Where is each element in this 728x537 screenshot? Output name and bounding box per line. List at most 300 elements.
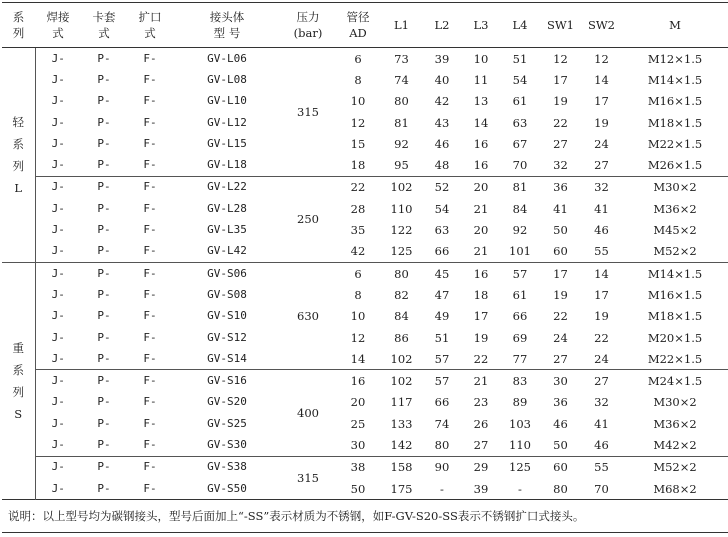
cell-l4: 61 — [512, 287, 528, 302]
cell-l3: 20 — [462, 176, 500, 198]
cell-type-p: P- — [97, 330, 111, 344]
cell-type-f: F- — [143, 158, 157, 172]
series-label-char: 列 — [12, 385, 24, 400]
cell-type-w: J- — [51, 158, 65, 172]
cell-sw2: 14 — [594, 72, 609, 87]
table-row — [2, 478, 728, 500]
cell-sw2: 27 — [581, 370, 622, 392]
cell-l4: 125 — [500, 456, 540, 478]
cell-l4: 61 — [512, 94, 528, 109]
cell-type-w: J- — [51, 72, 65, 86]
cell-model: GV-S08 — [207, 287, 247, 301]
table-row — [2, 348, 728, 370]
cell-type-w: J- — [51, 223, 65, 237]
cell-l4: 57 — [500, 262, 540, 284]
cell-l3: 39 — [473, 481, 489, 496]
series-label — [2, 48, 35, 263]
cell-m: M22×1.5 — [647, 351, 703, 366]
cell-l2: 49 — [434, 309, 450, 324]
cell-ad: 12 — [350, 115, 366, 130]
cell-l1: 110 — [390, 201, 413, 216]
cell-sw1: 24 — [553, 330, 568, 345]
series-label-char: 系 — [12, 136, 24, 151]
cell-m: M18×1.5 — [647, 115, 703, 130]
cell-l3: 26 — [473, 416, 489, 431]
cell-l3: 22 — [473, 351, 489, 366]
cell-model: GV-S30 — [207, 437, 247, 451]
cell-ad: 8 — [354, 72, 362, 87]
cell-l2: 57 — [422, 370, 462, 392]
cell-m: M52×2 — [653, 244, 697, 259]
cell-l4: 101 — [509, 244, 531, 259]
cell-l2: 43 — [434, 115, 450, 130]
table-row — [2, 284, 728, 305]
table-row — [2, 69, 728, 90]
cell-sw2: 41 — [594, 201, 609, 216]
header-m: M — [622, 3, 728, 48]
cell-sw1: 27 — [553, 136, 568, 151]
cell-l4: 81 — [500, 176, 540, 198]
cell-sw1: 27 — [553, 351, 568, 366]
cell-type-w: J- — [35, 370, 81, 392]
header-l3: L3 — [462, 3, 500, 48]
cell-sw1: 19 — [553, 287, 568, 302]
cell-model: GV-S06 — [173, 262, 281, 284]
cell-ad: 38 — [335, 456, 381, 478]
cell-sw2: 46 — [594, 437, 609, 452]
cell-l2: 66 — [434, 395, 450, 410]
cell-model: GV-S14 — [207, 351, 247, 365]
cell-l3: 23 — [473, 395, 489, 410]
cell-l2: 42 — [434, 94, 450, 109]
cell-l2: 46 — [434, 136, 450, 151]
cell-ad: 42 — [350, 244, 366, 259]
cell-m: M36×2 — [653, 201, 697, 216]
cell-ad: 18 — [350, 158, 366, 173]
cell-l2: - — [440, 481, 444, 496]
table-row — [2, 456, 728, 478]
cell-sw2: 12 — [581, 48, 622, 70]
cell-ad: 28 — [350, 201, 366, 216]
cell-l3: 27 — [473, 437, 489, 452]
cell-m: M68×2 — [653, 481, 697, 496]
cell-model: GV-L42 — [207, 244, 247, 258]
header-l2: L2 — [422, 3, 462, 48]
cell-sw2: 17 — [594, 94, 609, 109]
cell-m: M14×1.5 — [647, 72, 703, 87]
cell-type-w: J- — [51, 395, 65, 409]
cell-l1: 158 — [381, 456, 422, 478]
cell-model: GV-L10 — [207, 94, 247, 108]
header-flare: 扩口 式 — [127, 3, 173, 48]
cell-type-w: J- — [51, 309, 65, 323]
cell-type-p: P- — [97, 481, 111, 495]
cell-m: M24×1.5 — [622, 370, 728, 392]
cell-l4: 110 — [509, 437, 531, 452]
cell-l2: 45 — [422, 262, 462, 284]
cell-l3: 19 — [473, 330, 489, 345]
cell-type-w: J- — [51, 287, 65, 301]
cell-sw2: 19 — [594, 115, 609, 130]
cell-l3: 13 — [473, 94, 489, 109]
table-row — [2, 241, 728, 263]
cell-l2: 74 — [434, 416, 450, 431]
cell-l3: 16 — [462, 262, 500, 284]
cell-l2: 90 — [422, 456, 462, 478]
cell-ad: 15 — [350, 136, 366, 151]
cell-type-f: F- — [127, 48, 173, 70]
cell-l1: 86 — [394, 330, 409, 345]
cell-model: GV-S20 — [207, 395, 247, 409]
cell-l4: 66 — [512, 309, 528, 324]
cell-l1: 95 — [394, 158, 409, 173]
cell-l1: 125 — [390, 244, 413, 259]
cell-model: GV-L18 — [207, 158, 247, 172]
footnote: 说明：以上型号均为碳钢接头，型号后面加上“-SS”表示材质为不锈钢，如F-GV-S20-SS表示不锈钢扩口式接头。 — [2, 500, 728, 533]
table-row — [2, 133, 728, 154]
header-ad: 管径 AD — [335, 3, 381, 48]
cell-l3: 21 — [473, 244, 489, 259]
cell-type-p: P- — [97, 244, 111, 258]
cell-type-w: J- — [35, 176, 81, 198]
table-row — [2, 112, 728, 133]
cell-l2: 48 — [434, 158, 450, 173]
header-series: 系 列 — [2, 3, 35, 48]
cell-sw2: 24 — [594, 136, 609, 151]
cell-l1: 175 — [390, 481, 413, 496]
cell-sw1: 17 — [540, 262, 581, 284]
table-row — [2, 262, 728, 284]
cell-sw2: 19 — [594, 309, 609, 324]
cell-sw1: 17 — [553, 72, 568, 87]
cell-type-p: P- — [97, 437, 111, 451]
header-pressure: 压力 (bar) — [281, 3, 335, 48]
cell-model: GV-S10 — [207, 309, 247, 323]
header-l4: L4 — [500, 3, 540, 48]
cell-model: GV-L22 — [173, 176, 281, 198]
cell-l3: 21 — [462, 370, 500, 392]
cell-l2: 66 — [434, 244, 450, 259]
cell-sw2: 14 — [581, 262, 622, 284]
cell-l1: 80 — [394, 94, 409, 109]
cell-l2: 39 — [422, 48, 462, 70]
cell-l4: 89 — [512, 395, 528, 410]
cell-type-f: F- — [143, 136, 157, 150]
cell-model: GV-L06 — [173, 48, 281, 70]
cell-l4: 54 — [512, 72, 528, 87]
table-row — [2, 327, 728, 348]
cell-type-w: J- — [51, 416, 65, 430]
cell-l4: 70 — [512, 158, 528, 173]
cell-type-f: F- — [143, 244, 157, 258]
cell-ad: 20 — [350, 395, 366, 410]
cell-type-p: P- — [97, 351, 111, 365]
cell-sw2: 17 — [594, 287, 609, 302]
cell-ad: 6 — [335, 262, 381, 284]
table-row — [2, 176, 728, 198]
cell-ad: 6 — [335, 48, 381, 70]
cell-l4: 51 — [500, 48, 540, 70]
cell-m: M22×1.5 — [647, 136, 703, 151]
cell-sw2: 55 — [581, 456, 622, 478]
cell-type-f: F- — [127, 370, 173, 392]
cell-sw2: 41 — [594, 416, 609, 431]
cell-m: M36×2 — [653, 416, 697, 431]
cell-m: M14×1.5 — [622, 262, 728, 284]
cell-l2: 52 — [422, 176, 462, 198]
fitting-spec-table — [2, 2, 728, 533]
cell-type-f: F- — [143, 94, 157, 108]
header-sleeve: 卡套 式 — [81, 3, 127, 48]
cell-type-f: F- — [143, 287, 157, 301]
cell-l1: 74 — [394, 72, 409, 87]
cell-type-w: J- — [35, 48, 81, 70]
cell-type-w: J- — [51, 115, 65, 129]
cell-model: GV-L28 — [207, 201, 247, 215]
cell-type-f: F- — [143, 481, 157, 495]
cell-l3: 16 — [473, 136, 489, 151]
cell-type-f: F- — [127, 456, 173, 478]
cell-sw1: 60 — [540, 456, 581, 478]
cell-type-f: F- — [143, 309, 157, 323]
spec-table-container — [2, 2, 703, 533]
cell-l3: 21 — [473, 201, 489, 216]
cell-type-p: P- — [81, 262, 127, 284]
series-label-char: 重 — [12, 341, 24, 356]
cell-type-p: P- — [97, 72, 111, 86]
series-label — [2, 262, 35, 499]
cell-l4: 84 — [512, 201, 528, 216]
cell-l1: 81 — [394, 115, 409, 130]
cell-l4: 63 — [512, 115, 528, 130]
cell-sw1: 41 — [553, 201, 568, 216]
cell-type-p: P- — [81, 370, 127, 392]
cell-sw2: 32 — [594, 395, 609, 410]
cell-m: M52×2 — [622, 456, 728, 478]
header-sw2: SW2 — [581, 3, 622, 48]
table-row — [2, 198, 728, 219]
cell-sw2: 24 — [594, 351, 609, 366]
cell-sw1: 19 — [553, 94, 568, 109]
cell-sw1: 60 — [553, 244, 568, 259]
cell-l2: 80 — [434, 437, 450, 452]
cell-ad: 22 — [335, 176, 381, 198]
cell-sw2: 27 — [594, 158, 609, 173]
cell-type-w: J- — [51, 330, 65, 344]
cell-l4: 69 — [512, 330, 528, 345]
cell-ad: 14 — [350, 351, 366, 366]
cell-m: M16×1.5 — [647, 287, 703, 302]
cell-type-f: F- — [143, 330, 157, 344]
cell-type-w: J- — [51, 136, 65, 150]
cell-sw1: 22 — [553, 115, 568, 130]
cell-type-p: P- — [81, 456, 127, 478]
cell-sw1: 36 — [553, 395, 568, 410]
cell-type-w: J- — [51, 481, 65, 495]
cell-type-f: F- — [143, 351, 157, 365]
cell-l1: 133 — [390, 416, 413, 431]
cell-l2: 54 — [434, 201, 450, 216]
cell-l4: 77 — [512, 351, 528, 366]
cell-m: M16×1.5 — [647, 94, 703, 109]
cell-sw1: 32 — [553, 158, 568, 173]
cell-type-f: F- — [127, 176, 173, 198]
cell-l2: 63 — [434, 223, 450, 238]
cell-l1: 84 — [394, 309, 409, 324]
cell-l1: 102 — [381, 176, 422, 198]
cell-sw1: 22 — [553, 309, 568, 324]
cell-m: M12×1.5 — [622, 48, 728, 70]
cell-l2: 57 — [434, 351, 450, 366]
series-label-char: 列 — [12, 158, 24, 173]
cell-model: GV-S16 — [173, 370, 281, 392]
cell-l4: 67 — [512, 136, 528, 151]
cell-type-w: J- — [35, 262, 81, 284]
cell-ad: 35 — [350, 223, 366, 238]
cell-l3: 29 — [462, 456, 500, 478]
cell-type-f: F- — [143, 115, 157, 129]
cell-type-f: F- — [127, 262, 173, 284]
table-row — [2, 48, 728, 70]
cell-l1: 117 — [390, 395, 413, 410]
cell-l4: - — [518, 481, 522, 496]
cell-l1: 80 — [381, 262, 422, 284]
cell-ad: 25 — [350, 416, 366, 431]
cell-ad: 16 — [335, 370, 381, 392]
cell-type-p: P- — [81, 48, 127, 70]
cell-sw2: 46 — [594, 223, 609, 238]
cell-m: M26×1.5 — [647, 158, 703, 173]
cell-pressure: 250 — [281, 176, 335, 262]
cell-ad: 10 — [350, 94, 366, 109]
cell-sw1: 80 — [553, 481, 568, 496]
cell-m: M20×1.5 — [647, 330, 703, 345]
cell-ad: 12 — [350, 330, 366, 345]
cell-type-w: J- — [51, 244, 65, 258]
cell-type-p: P- — [97, 94, 111, 108]
cell-type-p: P- — [97, 416, 111, 430]
cell-type-p: P- — [97, 136, 111, 150]
cell-l3: 14 — [473, 115, 489, 130]
cell-type-w: J- — [51, 437, 65, 451]
header-model: 接头体 型 号 — [173, 3, 281, 48]
cell-l4: 103 — [509, 416, 531, 431]
cell-type-w: J- — [35, 456, 81, 478]
cell-sw1: 50 — [553, 223, 568, 238]
table-row — [2, 413, 728, 434]
cell-type-p: P- — [97, 287, 111, 301]
cell-l3: 10 — [462, 48, 500, 70]
series-label-char: 轻 — [12, 114, 24, 129]
series-label-char: L — [14, 180, 23, 195]
cell-model: GV-L08 — [207, 72, 247, 86]
series-label-char: S — [14, 407, 23, 422]
cell-model: GV-L15 — [207, 136, 247, 150]
cell-l1: 82 — [394, 287, 409, 302]
table-row — [2, 219, 728, 240]
cell-sw2: 55 — [594, 244, 609, 259]
cell-l1: 102 — [381, 370, 422, 392]
cell-l3: 11 — [473, 72, 489, 87]
header-sw1: SW1 — [540, 3, 581, 48]
cell-m: M18×1.5 — [647, 309, 703, 324]
cell-sw2: 32 — [581, 176, 622, 198]
table-body — [2, 48, 728, 500]
cell-type-p: P- — [97, 395, 111, 409]
cell-m: M45×2 — [653, 223, 697, 238]
cell-model: GV-S38 — [173, 456, 281, 478]
cell-sw1: 30 — [540, 370, 581, 392]
cell-ad: 30 — [350, 437, 366, 452]
cell-type-w: J- — [51, 351, 65, 365]
cell-type-p: P- — [97, 223, 111, 237]
table-row — [2, 370, 728, 392]
cell-model: GV-S12 — [207, 330, 247, 344]
cell-sw1: 46 — [553, 416, 568, 431]
header-l1: L1 — [381, 3, 422, 48]
table-row — [2, 434, 728, 456]
cell-type-f: F- — [143, 223, 157, 237]
cell-l3: 20 — [473, 223, 489, 238]
cell-type-p: P- — [97, 309, 111, 323]
cell-l1: 73 — [381, 48, 422, 70]
table-row — [2, 91, 728, 112]
cell-type-f: F- — [143, 72, 157, 86]
cell-type-p: P- — [97, 115, 111, 129]
cell-l4: 83 — [500, 370, 540, 392]
cell-l1: 142 — [390, 437, 413, 452]
cell-sw1: 36 — [540, 176, 581, 198]
table-row — [2, 306, 728, 327]
cell-ad: 10 — [350, 309, 366, 324]
cell-l1: 122 — [390, 223, 413, 238]
cell-sw2: 70 — [594, 481, 609, 496]
cell-pressure: 315 — [281, 48, 335, 177]
cell-m: M30×2 — [622, 176, 728, 198]
cell-ad: 50 — [350, 481, 366, 496]
series-label-char: 系 — [12, 363, 24, 378]
cell-pressure: 630 — [281, 262, 335, 369]
cell-m: M30×2 — [653, 395, 697, 410]
cell-type-p: P- — [97, 158, 111, 172]
cell-type-f: F- — [143, 395, 157, 409]
cell-ad: 8 — [354, 287, 362, 302]
cell-model: GV-S50 — [207, 481, 247, 495]
cell-l1: 92 — [394, 136, 409, 151]
cell-l2: 40 — [434, 72, 450, 87]
cell-l2: 47 — [434, 287, 450, 302]
header-weld: 焊接 式 — [35, 3, 81, 48]
cell-type-f: F- — [143, 201, 157, 215]
cell-m: M42×2 — [653, 437, 697, 452]
cell-l2: 51 — [434, 330, 450, 345]
cell-model: GV-L35 — [207, 223, 247, 237]
cell-l3: 17 — [473, 309, 489, 324]
cell-l3: 16 — [473, 158, 489, 173]
cell-type-w: J- — [51, 201, 65, 215]
cell-l1: 102 — [390, 351, 413, 366]
cell-pressure: 315 — [281, 456, 335, 500]
cell-type-p: P- — [81, 176, 127, 198]
cell-sw1: 50 — [553, 437, 568, 452]
cell-sw1: 12 — [540, 48, 581, 70]
cell-type-f: F- — [143, 416, 157, 430]
header-row — [2, 3, 728, 48]
cell-l4: 92 — [512, 223, 528, 238]
table-row — [2, 154, 728, 176]
cell-model: GV-S25 — [207, 416, 247, 430]
cell-type-p: P- — [97, 201, 111, 215]
